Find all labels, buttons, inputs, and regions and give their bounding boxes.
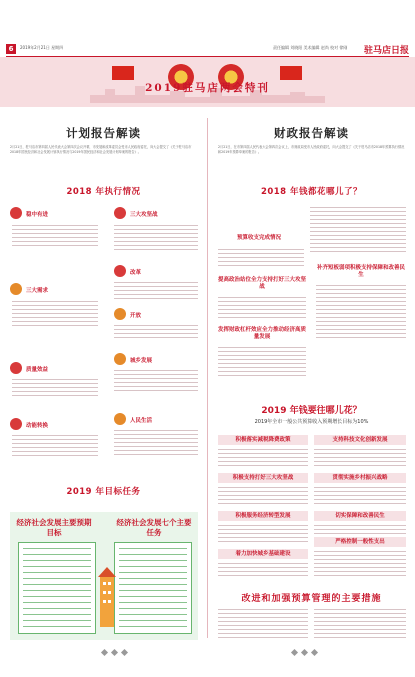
item-heading: 三大需求 <box>26 288 49 294</box>
text-block <box>218 449 308 469</box>
revenue-growth-note: 2019年全市一般公共预算收入预期增长目标为10% <box>254 419 369 425</box>
spending-tag: 贯彻实施乡村振兴战略 <box>314 473 406 483</box>
medal-icon <box>10 362 22 374</box>
spending-tag: 支持科技文化创新发展 <box>314 435 406 445</box>
text-block <box>12 435 98 459</box>
text-block <box>12 225 98 249</box>
page-header <box>6 44 409 54</box>
flag-icon <box>112 66 134 80</box>
targets-infographic <box>10 512 198 640</box>
target-icon <box>114 207 126 219</box>
plan-2018-heading: 2018 年执行情况 <box>66 187 141 197</box>
chart-icon <box>10 207 22 219</box>
item-heading: 人民生活 <box>130 418 153 424</box>
text-block <box>218 297 306 321</box>
plan-2019-heading: 2019 年目标任务 <box>66 487 141 497</box>
text-block <box>114 282 198 302</box>
text-block <box>114 225 198 253</box>
finance-report-lead: 2月21日，在市第四届人民代表大会第四次会议上，市财政局受市人民政府委托，向大会提交了《关于驻马店市2018年预算执行情况和2019年预算草案的报告》。 <box>218 145 405 154</box>
masthead: 驻马店日报 <box>363 46 409 56</box>
spending-tag: 积极服务经济转型发展 <box>218 511 308 521</box>
text-block <box>114 370 198 394</box>
text-block <box>12 379 98 399</box>
finance-subheading: 提高政治站位全力支持打好三大攻坚战 <box>218 277 307 290</box>
text-block <box>218 563 308 579</box>
finance-report-column <box>214 107 409 647</box>
item-heading: 改革 <box>130 270 142 276</box>
building-illustration <box>96 567 118 627</box>
text-block <box>114 325 198 341</box>
plan-report-lead: 2月21日，驻马店市第四届人民代表大会第四次会议开幕，市发展和改革委员会受市人民政府委托，向大会提交了《关于驻马店市2018年国民经济和社会发展计划执行情况与2019年国民经济和社会发展计划草案的报告》。 <box>10 145 192 154</box>
item-heading: 质量效益 <box>26 367 49 373</box>
people-icon <box>114 413 126 425</box>
building-icon <box>114 353 126 365</box>
spending-tag: 积极落实减税降费政策 <box>218 435 308 445</box>
text-block <box>310 207 406 255</box>
diamond-icon <box>121 649 128 656</box>
text-block <box>218 525 308 545</box>
flag-icon <box>280 66 302 80</box>
text-block <box>218 347 306 379</box>
finance-subheading: 补齐短板弱项积极支持保障和改善民生 <box>316 265 405 278</box>
main-tasks-title: 经济社会发展七个主要任务 <box>116 518 192 537</box>
spending-tag: 着力加快城乡基础建设 <box>218 549 308 559</box>
page-footer <box>6 650 409 656</box>
plan-report-title: 计划报告解读 <box>66 126 141 140</box>
spending-tag: 积极支持打好三大攻坚战 <box>218 473 308 483</box>
text-block <box>218 249 304 269</box>
cart-icon <box>10 283 22 295</box>
finance-subheading: 发挥财政杠杆效应全力推动经济高质量发展 <box>218 327 307 340</box>
gear-icon <box>114 265 126 277</box>
item-heading: 稳中有进 <box>26 212 49 218</box>
page-number: 6 <box>6 44 16 54</box>
text-block <box>316 285 406 341</box>
text-block <box>218 487 308 507</box>
bolt-icon <box>10 418 22 430</box>
diamond-icon <box>101 649 108 656</box>
text-block <box>314 449 406 469</box>
diamond-icon <box>311 649 318 656</box>
special-issue-title: 2019驻马店两会特刊 <box>145 82 270 94</box>
text-block <box>314 609 406 641</box>
item-heading: 动能转换 <box>26 423 49 429</box>
column-divider <box>207 118 208 638</box>
spending-tag: 切实保障和改善民生 <box>314 511 406 521</box>
item-heading: 城乡发展 <box>130 358 153 364</box>
dateline: 2019年2月21日 星期四 <box>20 45 64 50</box>
text-block <box>314 551 406 579</box>
editor-credits: 责任编辑 刘晓阳 美术编辑 赵尚 校对 徐刚 <box>273 45 348 50</box>
spending-tag: 严格控制一般性支出 <box>314 537 406 547</box>
text-block <box>218 609 308 641</box>
text-block <box>12 301 98 329</box>
globe-icon <box>114 308 126 320</box>
text-block <box>114 430 198 458</box>
finance-2019-heading: 2019 年钱要往哪儿花？ <box>261 406 362 416</box>
expected-targets-title: 经济社会发展主要预期目标 <box>16 518 92 537</box>
finance-report-title: 财政报告解读 <box>274 126 349 140</box>
budget-measures-heading: 改进和加强预算管理的主要措施 <box>241 594 382 604</box>
diamond-icon <box>291 649 298 656</box>
item-heading: 开放 <box>130 313 142 319</box>
targets-list-box <box>18 542 96 634</box>
item-heading: 三大攻坚战 <box>130 212 158 218</box>
plan-report-column <box>6 107 201 647</box>
finance-subheading: 预算收支完成情况 <box>236 235 281 241</box>
diamond-icon <box>111 649 118 656</box>
finance-2018-heading: 2018 年钱都花哪儿了？ <box>260 187 363 197</box>
diamond-icon <box>301 649 308 656</box>
tasks-list-box <box>114 542 192 634</box>
text-block <box>314 487 406 507</box>
